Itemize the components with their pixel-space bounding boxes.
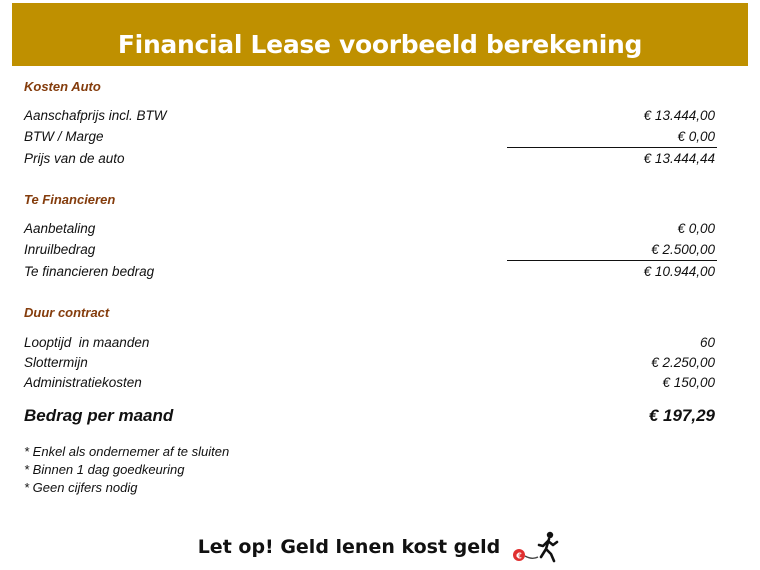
row-label: BTW / Marge <box>24 129 104 144</box>
row-value: 60 <box>699 335 715 350</box>
footer-warning <box>0 530 760 564</box>
row-value: € 2.500,00 <box>651 242 715 257</box>
subtotal-divider <box>507 260 717 261</box>
page-header <box>12 3 748 66</box>
row-label: Aanbetaling <box>24 221 96 236</box>
subtotal-divider <box>507 147 717 148</box>
section-title-duur-contract: Duur contract <box>24 305 110 320</box>
note-item: * Enkel als ondernemer af te sluiten <box>24 444 230 459</box>
row-value: € 10.944,00 <box>643 264 715 279</box>
note-item: * Geen cijfers nodig <box>24 480 138 495</box>
row-aanbetaling <box>24 221 715 239</box>
footer-text: Let op! Geld lenen kost geld <box>197 536 501 558</box>
row-value: € 0,00 <box>677 129 715 144</box>
total-value: € 197,29 <box>648 406 715 425</box>
section-title-kosten-auto: Kosten Auto <box>24 79 101 94</box>
row-label: Slottermijn <box>24 355 88 370</box>
row-btw-marge <box>24 129 715 147</box>
row-label: Administratiekosten <box>24 375 142 390</box>
row-label: Inruilbedrag <box>24 242 96 257</box>
row-slottermijn <box>24 355 715 373</box>
row-value: € 0,00 <box>677 221 715 236</box>
row-administratiekosten <box>24 375 715 393</box>
section-title-te-financieren: Te Financieren <box>24 192 116 207</box>
walking-man-with-euro-ball-icon <box>510 530 562 564</box>
page-title: Financial Lease voorbeeld berekening <box>117 30 643 59</box>
row-label: Te financieren bedrag <box>24 264 155 279</box>
row-value: € 150,00 <box>662 375 715 390</box>
row-aanschafprijs <box>24 108 715 126</box>
total-label: Bedrag per maand <box>24 406 174 425</box>
row-value: € 2.250,00 <box>651 355 715 370</box>
row-prijs-van-de-auto <box>24 151 715 169</box>
row-te-financieren-bedrag <box>24 264 715 282</box>
svg-text:€: € <box>516 551 523 561</box>
row-label: Looptijd in maanden <box>24 335 150 350</box>
row-label: Aanschafprijs incl. BTW <box>24 108 167 123</box>
row-inruilbedrag <box>24 242 715 260</box>
row-value: € 13.444,44 <box>643 151 715 166</box>
row-value: € 13.444,00 <box>643 108 715 123</box>
note-item: * Binnen 1 dag goedkeuring <box>24 462 185 477</box>
row-looptijd <box>24 335 715 353</box>
row-label: Prijs van de auto <box>24 151 125 166</box>
